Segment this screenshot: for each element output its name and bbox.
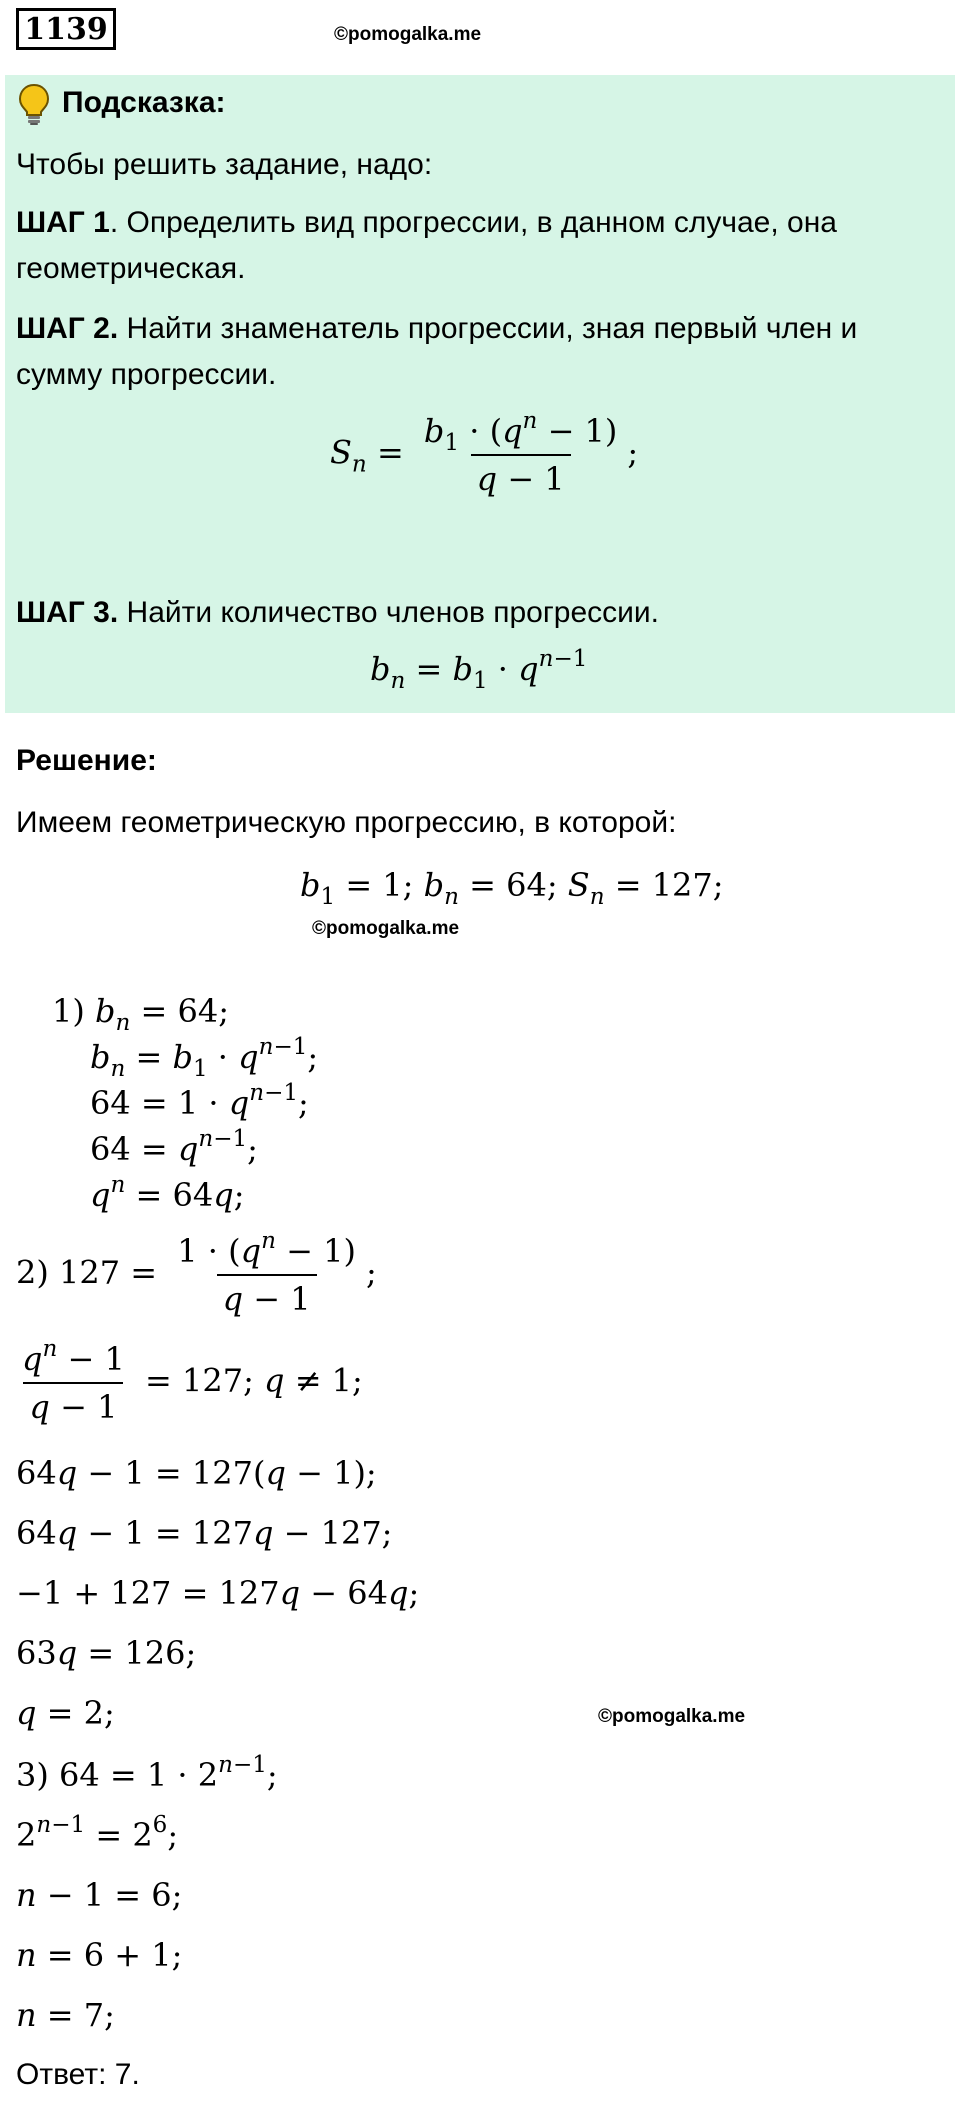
solution-title: Решение:	[16, 744, 157, 777]
step2-eq3: 64q − 1 = 127(q − 1);	[16, 1454, 377, 1492]
step2-eq2: $\frac{q^n - 1}{q - 1}$ = 127; q ≠ 1;	[22, 1336, 363, 1426]
watermark-top: ©pomogalka.me	[334, 24, 482, 45]
step2-eq4: 64q − 1 = 127q − 127;	[16, 1514, 393, 1552]
step1-eq3: $64 = 1 \cdot q^{n-1}$;	[90, 1080, 309, 1122]
step1-eq2: $b_n = b_1 \cdot q^{n-1}$;	[90, 1034, 319, 1083]
step3-eq4: n = 6 + 1;	[16, 1936, 183, 1974]
step2-eq1: 2) 127 = $\frac{1 \cdot (q^n - 1)}{q - 1}$ ;	[16, 1228, 377, 1318]
answer: Ответ: 7.	[16, 2058, 140, 2091]
step3-label: ШАГ 3.	[16, 596, 119, 629]
watermark-low: ©pomogalka.me	[598, 1706, 746, 1727]
lightbulb-icon	[16, 82, 52, 126]
hint-step2-line2: сумму прогрессии.	[16, 358, 277, 391]
solution-intro: Имеем геометрическую прогрессию, в которой:	[16, 806, 677, 839]
step1-eq4: $64 = q^{n-1}$;	[90, 1126, 258, 1168]
hint-step2-line1	[16, 312, 857, 346]
step1-text: . Определить вид прогрессии, в данном случае, она	[109, 206, 837, 239]
hint-step1-line2: геометрическая.	[16, 252, 246, 285]
step1-label: ШАГ 1	[16, 206, 110, 239]
problem-number: 1139	[16, 8, 116, 50]
step2-eq7: q = 2;	[16, 1694, 115, 1732]
step3-eq5: n = 7;	[16, 1996, 115, 2034]
given-values: $b_1 = 1$; $b_n = 64$; $S_n = 127$;	[300, 866, 724, 911]
step2-text: Найти знаменатель прогрессии, зная первый член и	[118, 312, 858, 345]
step3-eq2: $2^{n-1} = 2^6$;	[16, 1812, 179, 1854]
hint-step3	[16, 596, 659, 630]
hint-intro: Чтобы решить задание, надо:	[16, 148, 433, 181]
step2-label: ШАГ 2.	[16, 312, 119, 345]
step2-eq6: 63q = 126;	[16, 1634, 197, 1672]
step2-eq5: −1 + 127 = 127q − 64q;	[16, 1574, 420, 1612]
formula-nth-term: $b_n = b_1 \cdot q^{n-1}$	[370, 646, 588, 695]
step3-eq3: n − 1 = 6;	[16, 1876, 183, 1914]
hint-step1-line1	[16, 206, 837, 240]
step3-text: Найти количество членов прогрессии.	[118, 596, 660, 629]
step1-eq1: 1) $b_n = 64$;	[52, 992, 229, 1037]
hint-title: Подсказка:	[62, 86, 226, 119]
watermark-mid: ©pomogalka.me	[312, 918, 460, 939]
formula-sum: $S_n$ = $\frac{b_1 \cdot (q^n - 1)}{q - 1}$ ;	[330, 408, 639, 498]
step1-eq5: $q^n = 64q$;	[90, 1172, 245, 1214]
step3-eq1: 3) $64 = 1 \cdot 2^{n-1}$;	[16, 1752, 278, 1794]
